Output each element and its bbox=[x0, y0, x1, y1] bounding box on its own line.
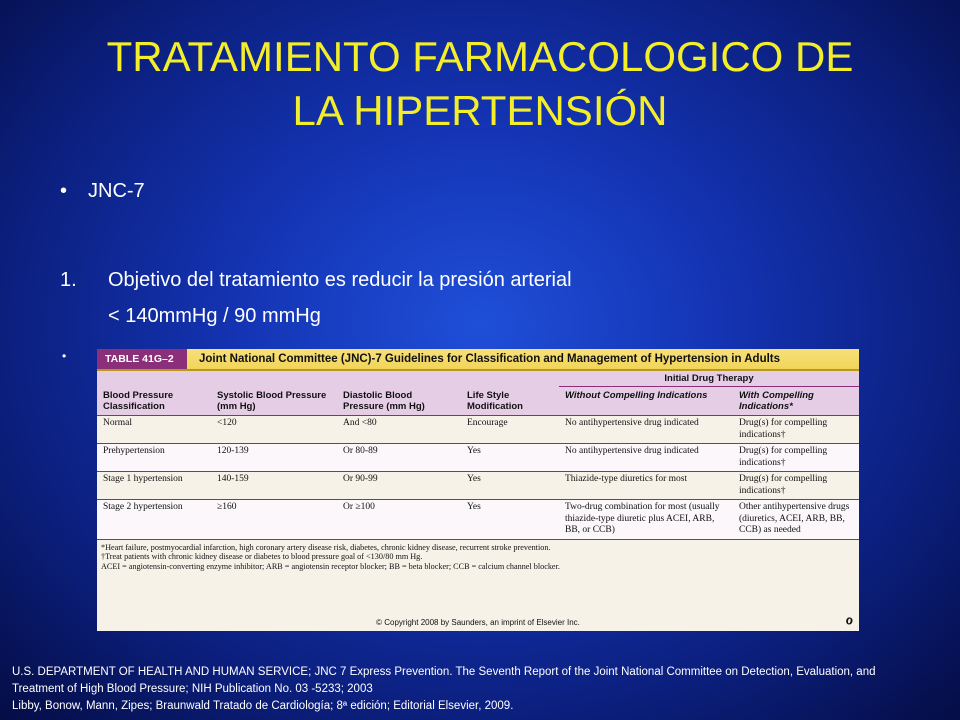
publisher-mark-icon: ℴ bbox=[845, 611, 853, 628]
table-row bbox=[97, 472, 859, 500]
slide-title bbox=[40, 30, 920, 138]
table-footnotes bbox=[97, 539, 859, 575]
table-cell: 140-159 bbox=[211, 472, 337, 500]
table-cell: Yes bbox=[461, 444, 559, 472]
table-label: TABLE 41G–2 bbox=[97, 349, 187, 369]
table-cell: Encourage bbox=[461, 416, 559, 444]
footnote: †Treat patients with chronic kidney disease or diabetes to blood pressure goal of <130/80 mm Hg. bbox=[101, 552, 423, 562]
table-copyright: © Copyright 2008 by Saunders, an imprint of Elsevier Inc. bbox=[376, 618, 580, 627]
title-line-1: TRATAMIENTO FARMACOLOGICO DE bbox=[106, 33, 854, 80]
table-cell: Thiazide-type diuretics for most bbox=[559, 472, 733, 500]
table-cell: Or 80-89 bbox=[337, 444, 461, 472]
table-cell: Drug(s) for compelling indications† bbox=[733, 416, 859, 444]
table-cell: Stage 2 hypertension bbox=[97, 500, 211, 539]
footnote: ACEI = angiotensin-converting enzyme inhibitor; ARB = angiotensin receptor blocker; BB = beta blocker; CCB = calcium channel blocker. bbox=[101, 562, 560, 572]
numbered-item bbox=[60, 262, 572, 334]
bullet-icon: • bbox=[60, 180, 68, 202]
col-header: Systolic Blood Pressure (mm Hg) bbox=[211, 387, 337, 416]
col-header: Without Compelling Indications bbox=[559, 387, 733, 416]
bullet-text: JNC-7 bbox=[88, 180, 145, 202]
item-line-1: Objetivo del tratamiento es reducir la presión arterial bbox=[108, 269, 572, 291]
table-cell: Yes bbox=[461, 472, 559, 500]
references bbox=[12, 664, 952, 715]
footnote: *Heart failure, postmyocardial infarction, high coronary artery disease risk, diabetes, chronic kidney disease, recurrent stroke prevention. bbox=[101, 542, 551, 552]
table-cell: ≥160 bbox=[211, 500, 337, 539]
bullet-item bbox=[60, 180, 145, 203]
table-cell: Yes bbox=[461, 500, 559, 539]
table-cell: No antihypertensive drug indicated bbox=[559, 416, 733, 444]
table-header-row bbox=[97, 387, 859, 416]
item-line-2: < 140mmHg / 90 mmHg bbox=[108, 305, 321, 327]
col-header: Diastolic Blood Pressure (mm Hg) bbox=[337, 387, 461, 416]
classification-table bbox=[97, 371, 859, 539]
table-cell: Drug(s) for compelling indications† bbox=[733, 444, 859, 472]
table-cell: Normal bbox=[97, 416, 211, 444]
col-header: Blood Pressure Classification bbox=[97, 387, 211, 416]
table-cell: And <80 bbox=[337, 416, 461, 444]
table-cell: 120-139 bbox=[211, 444, 337, 472]
table-cell: Stage 1 hypertension bbox=[97, 472, 211, 500]
group-header: Initial Drug Therapy bbox=[559, 371, 859, 387]
item-number: 1. bbox=[60, 269, 77, 291]
table-cell: <120 bbox=[211, 416, 337, 444]
col-header: With Compelling Indications* bbox=[733, 387, 859, 416]
hypertension-table-image bbox=[97, 349, 859, 631]
table-cell: Or ≥100 bbox=[337, 500, 461, 539]
title-line-2: LA HIPERTENSIÓN bbox=[292, 87, 668, 134]
reference-line: Treatment of High Blood Pressure; NIH Publication No. 03 -5233; 2003 bbox=[12, 683, 373, 695]
table-group-row bbox=[97, 371, 859, 387]
table-title: Joint National Committee (JNC)-7 Guidelines for Classification and Management of Hypertension in Adults bbox=[199, 353, 781, 365]
table-cell: Prehypertension bbox=[97, 444, 211, 472]
table-cell: Or 90-99 bbox=[337, 472, 461, 500]
col-header: Life Style Modification bbox=[461, 387, 559, 416]
table-header-bar bbox=[97, 349, 859, 371]
table-cell: Other antihypertensive drugs (diuretics, ACEI, ARB, BB, CCB) as needed bbox=[733, 500, 859, 539]
small-bullet-icon: • bbox=[62, 349, 67, 363]
table-row bbox=[97, 416, 859, 444]
table-cell: Two-drug combination for most (usually thiazide-type diuretic plus ACEI, ARB, BB, or CCB) bbox=[559, 500, 733, 539]
reference-line: U.S. DEPARTMENT OF HEALTH AND HUMAN SERVICE; JNC 7 Express Prevention. The Seventh Report of the Joint National Committee on Detection, Evaluation, and bbox=[12, 666, 876, 678]
table-row bbox=[97, 500, 859, 539]
table-cell: No antihypertensive drug indicated bbox=[559, 444, 733, 472]
table-row bbox=[97, 444, 859, 472]
reference-line: Libby, Bonow, Mann, Zipes; Braunwald Tratado de Cardiología; 8ª edición; Editorial Elsevier, 2009. bbox=[12, 700, 514, 712]
table-cell: Drug(s) for compelling indications† bbox=[733, 472, 859, 500]
